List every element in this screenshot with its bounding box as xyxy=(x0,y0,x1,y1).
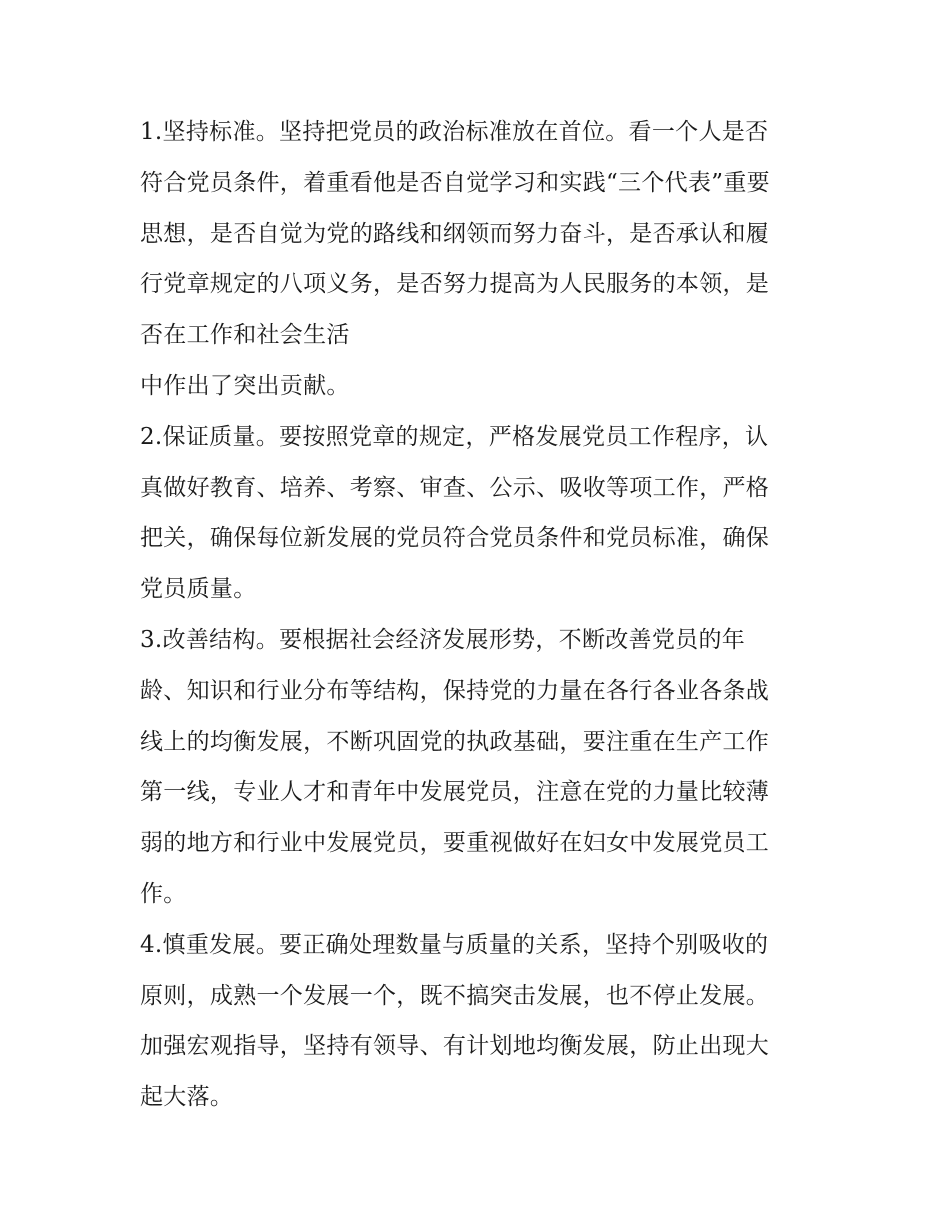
text-line: 龄、知识和行业分布等结构，保持党的力量在各行各业各条战 xyxy=(140,677,770,704)
text-line: 中作出了突出贡献。 xyxy=(140,372,350,399)
text-line: 1.坚持标准。坚持把党员的政治标准放在首位。看一个人是否 xyxy=(140,119,769,145)
text-line: 4.慎重发展。要正确处理数量与质量的关系，坚持个别吸收的 xyxy=(140,931,769,958)
text-line: 作。 xyxy=(140,880,187,907)
text-line: 行党章规定的八项义务，是否努力提高为人民服务的本领，是 xyxy=(140,271,770,298)
text-line: 第一线，专业人才和青年中发展党员，注意在党的力量比较薄 xyxy=(140,779,770,806)
text-line: 党员质量。 xyxy=(140,576,257,603)
text-line: 把关，确保每位新发展的党员符合党员条件和党员标准，确保 xyxy=(140,525,770,552)
text-line: 2.保证质量。要按照党章的规定，严格发展党员工作程序，认 xyxy=(140,423,769,450)
document-body xyxy=(140,107,820,1123)
text-line: 思想，是否自觉为党的路线和纲领而努力奋斗，是否承认和履 xyxy=(140,220,770,247)
text-line: 符合党员条件，着重看他是否自觉学习和实践“三个代表”重要 xyxy=(140,169,770,196)
text-line: 线上的均衡发展，不断巩固党的执政基础，要注重在生产工作 xyxy=(140,728,770,755)
text-line: 原则，成熟一个发展一个，既不搞突击发展，也不停止发展。 xyxy=(140,982,770,1009)
text-line: 起大落。 xyxy=(140,1084,234,1111)
text-line: 真做好教育、培养、考察、审查、公示、吸收等项工作，严格 xyxy=(140,474,770,501)
text-line: 3.改善结构。要根据社会经济发展形势，不断改善党员的年 xyxy=(140,626,746,653)
text-line: 弱的地方和行业中发展党员，要重视做好在妇女中发展党员工 xyxy=(140,830,770,857)
text-line: 加强宏观指导，坚持有领导、有计划地均衡发展，防止出现大 xyxy=(140,1033,770,1060)
text-line: 否在工作和社会生活 xyxy=(140,322,350,349)
